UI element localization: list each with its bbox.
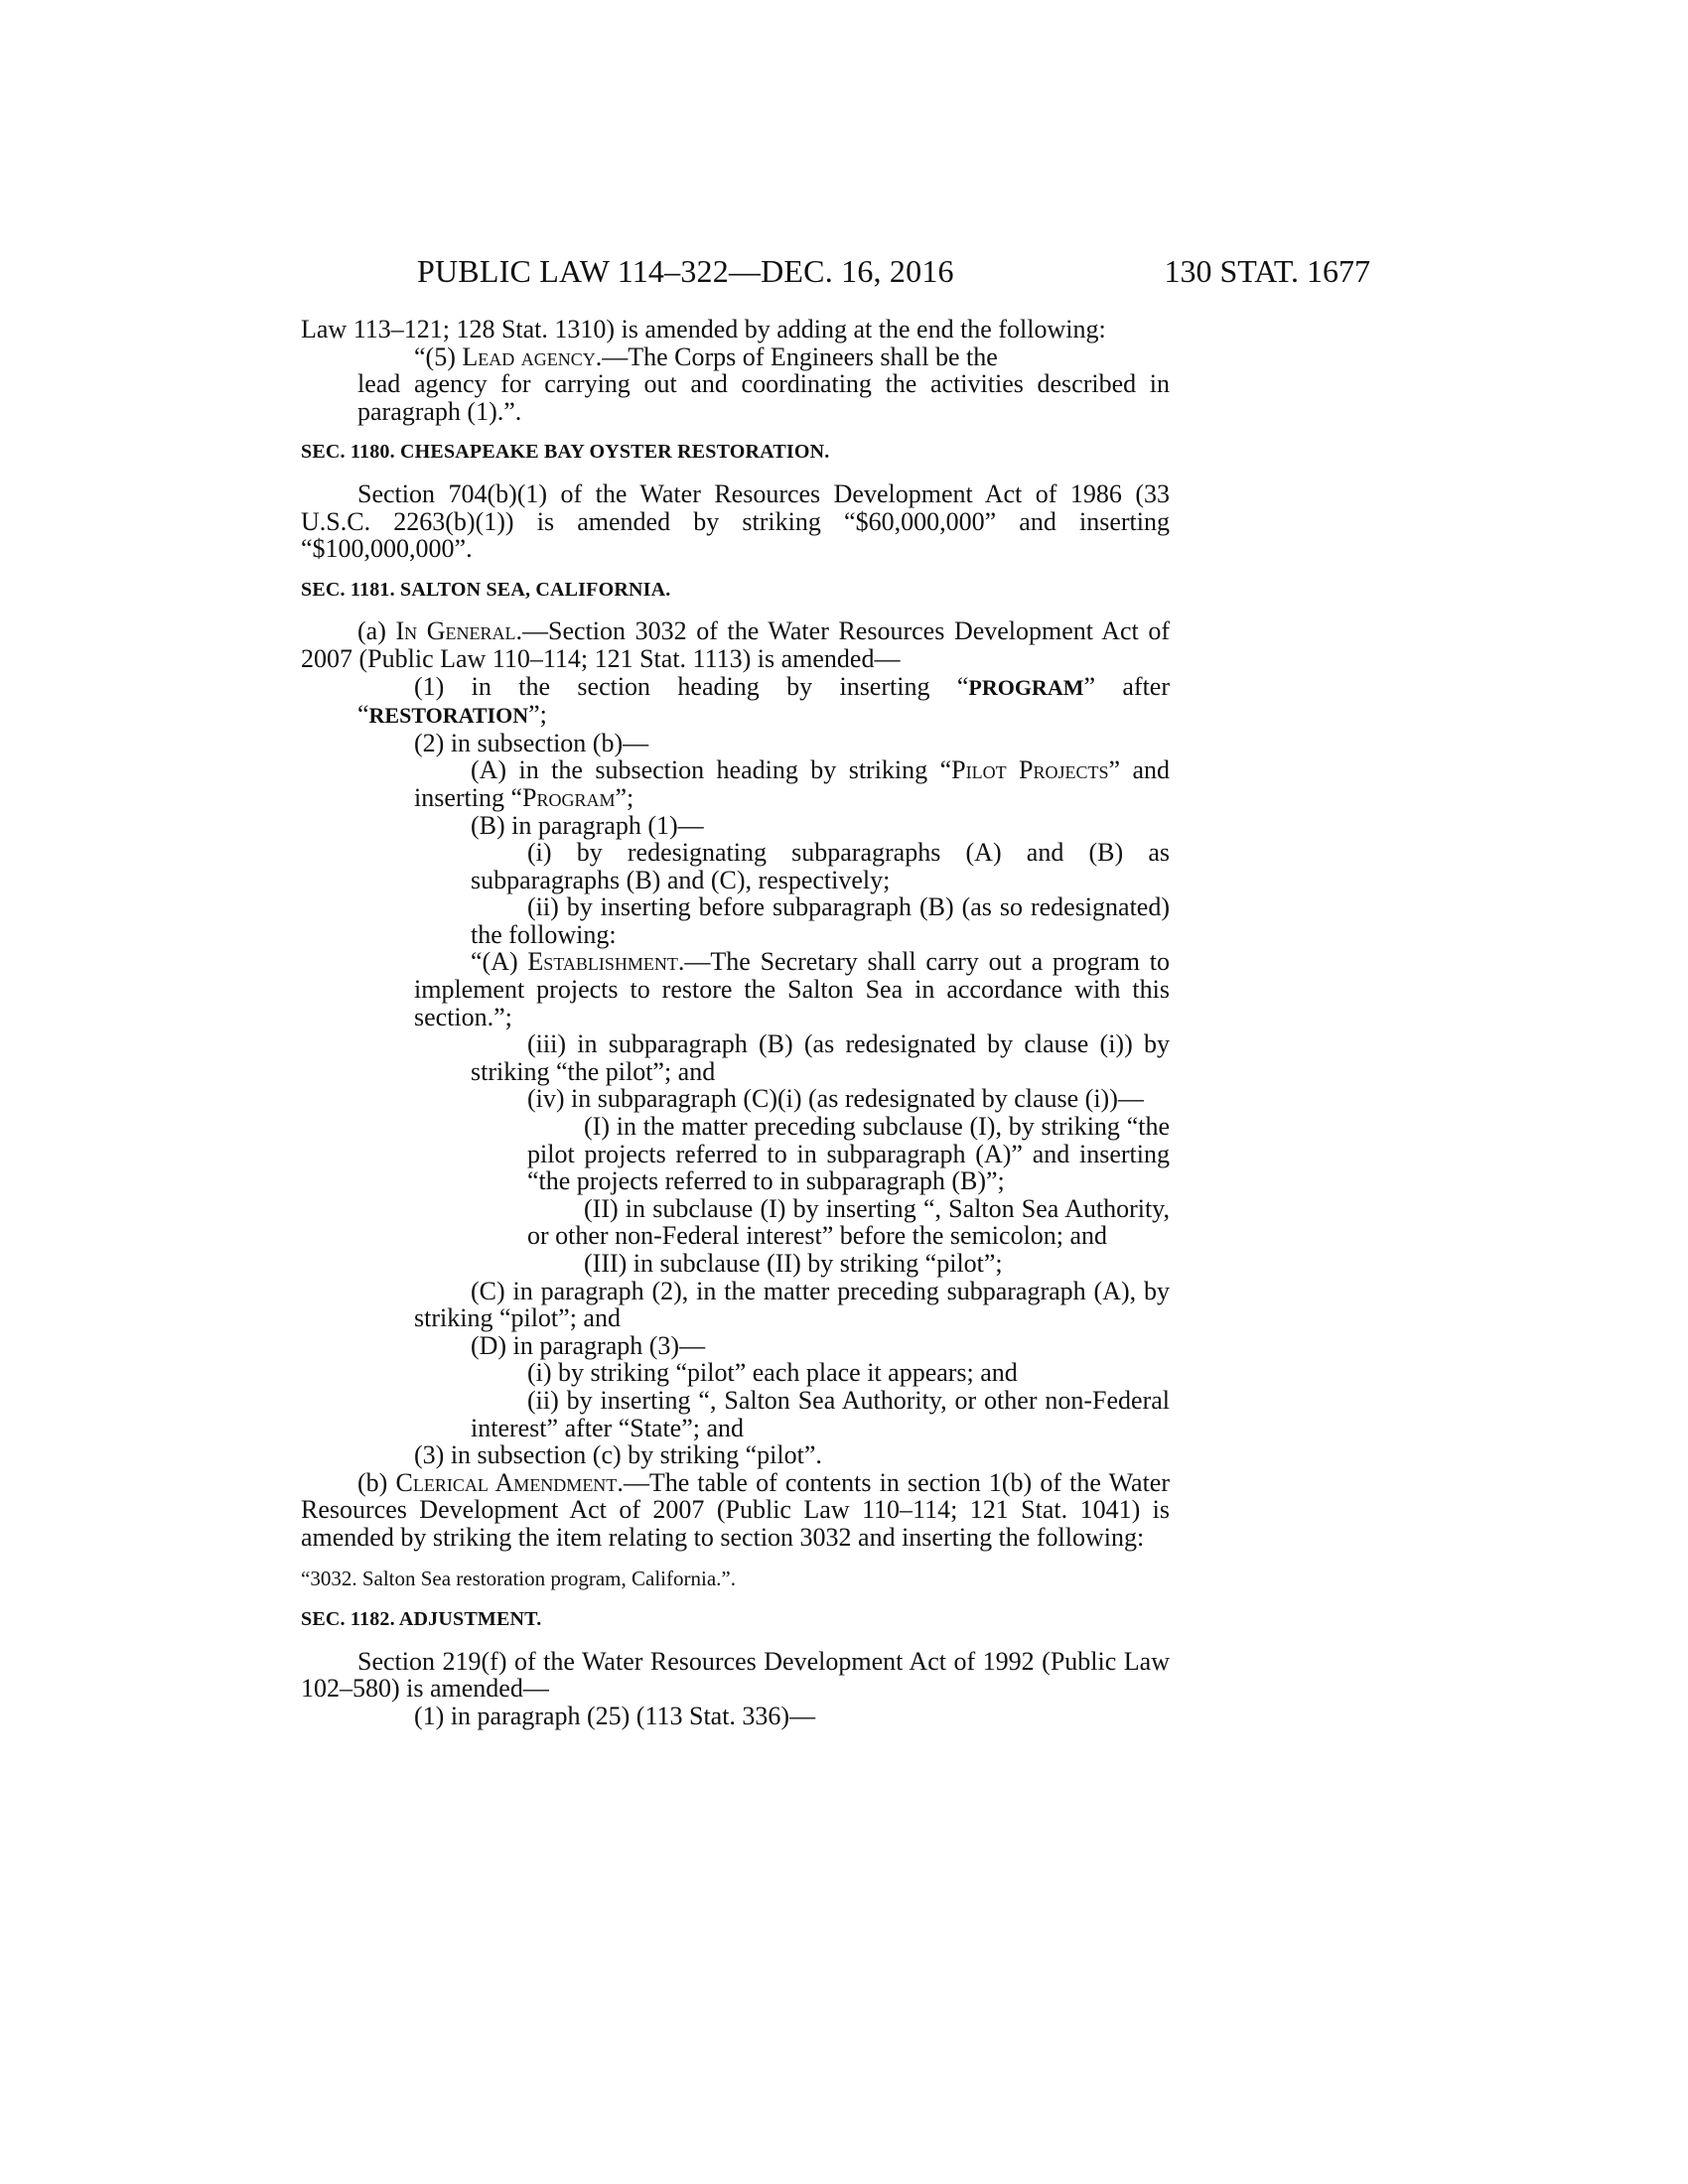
paragraph: (a) In General.—Section 3032 of the Water Resources Development Act of 2007 (Public Law 110–114; 121 Stat. 1113) is amended— xyxy=(301,616,1171,673)
statute-page-number: 130 STAT. 1677 xyxy=(1164,253,1370,289)
paragraph: (D) in paragraph (3)— xyxy=(471,1330,706,1360)
section-heading: SEC. 1180. CHESAPEAKE BAY OYSTER RESTORATION. xyxy=(301,441,830,464)
paragraph: (ii) by inserting “, Salton Sea Authority, or other non-Federal interest” after “State”; and xyxy=(471,1385,1170,1442)
paragraph: (i) by striking “pilot” each place it appears; and xyxy=(527,1358,1018,1388)
paragraph: lead agency for carrying out and coordinating the activities described in paragraph (1).”. xyxy=(357,369,1170,426)
section-heading: SEC. 1182. ADJUSTMENT. xyxy=(301,1608,542,1631)
paragraph: “(5) Lead agency.—The Corps of Engineers shall be the xyxy=(414,341,998,371)
paragraph: (b) Clerical Amendment.—The table of contents in section 1(b) of the Water Resources Development Act of 2007 (Public Law 110–114; 121 Stat. 1041) is amended by striking the item relating to section 3032 and inserting the following: xyxy=(301,1467,1171,1552)
page-body xyxy=(301,316,1170,1730)
paragraph: (3) in subsection (c) by striking “pilot”. xyxy=(414,1440,822,1470)
paragraph: (2) in subsection (b)— xyxy=(414,728,649,757)
paragraph: (B) in paragraph (1)— xyxy=(471,810,704,840)
paragraph: (iii) in subparagraph (B) (as redesignated by clause (i)) by striking “the pilot”; and xyxy=(471,1029,1170,1086)
paragraph: (1) in paragraph (25) (113 Stat. 336)— xyxy=(414,1701,816,1730)
paragraph: (i) by redesignating subparagraphs (A) and (B) as subparagraphs (B) and (C), respectively; xyxy=(471,838,1170,894)
section-heading: SEC. 1181. SALTON SEA, CALIFORNIA. xyxy=(301,578,671,601)
running-head xyxy=(417,253,1370,293)
paragraph: (1) in the section heading by inserting “PROGRAM” after “RESTORATION”; xyxy=(357,671,1170,730)
public-law-header: PUBLIC LAW 114–322—DEC. 16, 2016 xyxy=(417,253,954,289)
paragraph: (A) in the subsection heading by striking “Pilot Projects” and inserting “Program”; xyxy=(414,755,1170,812)
paragraph: Section 219(f) of the Water Resources Development Act of 1992 (Public Law 102–580) is amended— xyxy=(301,1646,1170,1704)
paragraph: Law 113–121; 128 Stat. 1310) is amended by adding at the end the following: xyxy=(301,315,1106,343)
paragraph: (iv) in subparagraph (C)(i) (as redesignated by clause (i))— xyxy=(527,1084,1144,1114)
paragraph: (III) in subclause (II) by striking “pilot”; xyxy=(584,1249,1003,1278)
paragraph: (C) in paragraph (2), in the matter preceding subparagraph (A), by striking “pilot”; and xyxy=(414,1276,1170,1333)
paragraph: (II) in subclause (I) by inserting “, Salton Sea Authority, or other non-Federal interest” before the semicolon; and xyxy=(527,1193,1170,1251)
paragraph: Section 704(b)(1) of the Water Resources Development Act of 1986 (33 U.S.C. 2263(b)(1)) is amended by striking “$60,000,000” and inserting “$100,000,000”. xyxy=(301,478,1170,564)
paragraph: (ii) by inserting before subparagraph (B) (as so redesignated) the following: xyxy=(471,892,1170,949)
table-of-contents-item: “3032. Salton Sea restoration program, California.”. xyxy=(301,1566,736,1590)
paragraph: (I) in the matter preceding subclause (I), by striking “the pilot projects referred to in subparagraph (A)” and inserting “the projects referred to in subparagraph (B)”; xyxy=(527,1112,1170,1196)
paragraph: “(A) Establishment.—The Secretary shall carry out a program to implement projects to restore the Salton Sea in accordance with this section.”; xyxy=(414,947,1170,1031)
